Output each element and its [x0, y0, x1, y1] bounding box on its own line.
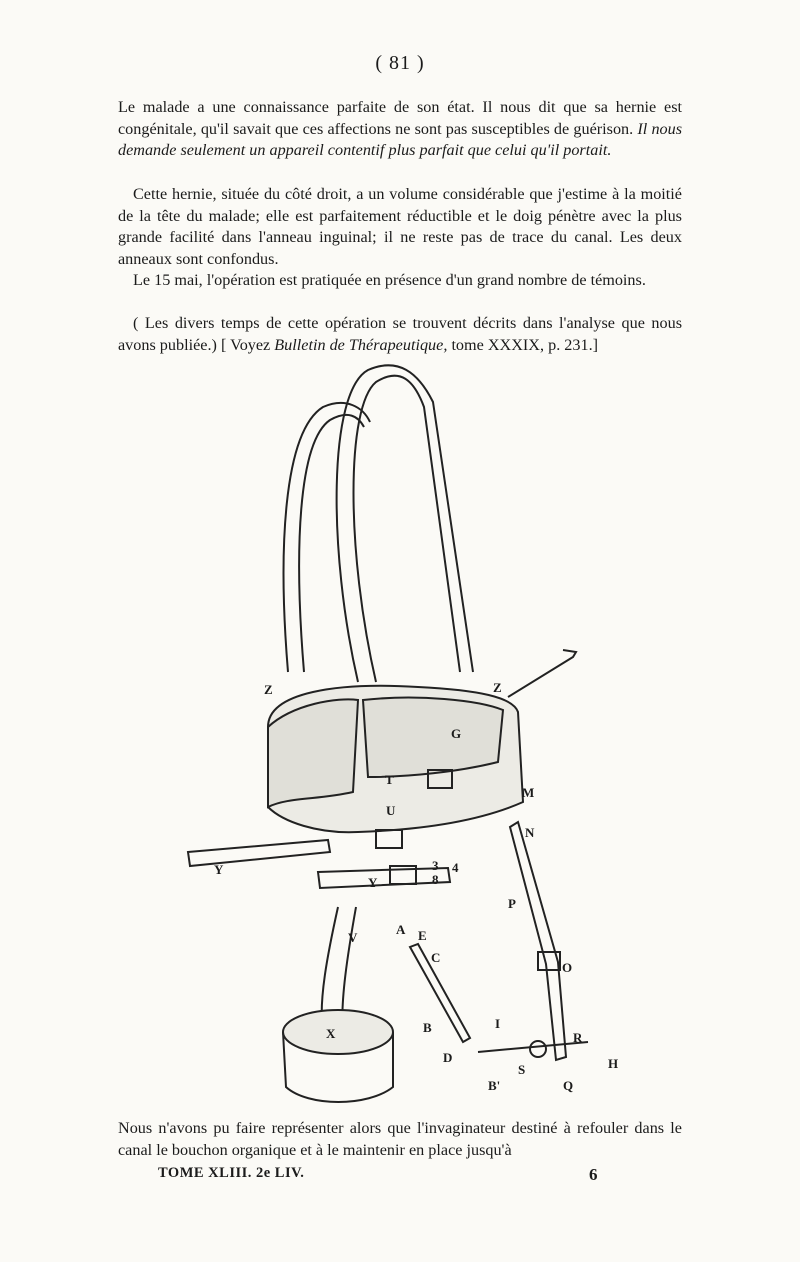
label-v: V — [348, 930, 358, 945]
paragraph-5: Nous n'avons pu faire représenter alors que l'invaginateur destiné à refouler dans le canal le bouchon organique et à le maintenir en place jusqu'à — [118, 1119, 682, 1159]
strap-y-mid — [318, 868, 450, 888]
label-m: M — [522, 785, 535, 800]
shoulder-strap-inner — [284, 403, 370, 672]
label-y-left: Y — [214, 862, 224, 877]
label-8: 8 — [432, 872, 439, 887]
belt-pad-right — [363, 698, 503, 777]
label-h: H — [608, 1056, 619, 1071]
page-footer — [158, 1165, 598, 1182]
label-x: X — [326, 1026, 336, 1041]
label-q: Q — [563, 1078, 574, 1093]
paragraph-1-italic: Il nous demande seulement un appareil contentif plus parfait que celui qu'il portait. — [118, 119, 683, 160]
truss-illustration — [118, 352, 682, 1122]
support-plate — [510, 822, 566, 1060]
paragraph-3: Le 15 mai, l'opération est pratiquée en présence d'un grand nombre de témoins. — [133, 271, 646, 289]
label-b-prime: B' — [488, 1078, 501, 1093]
label-3: 3 — [432, 858, 439, 873]
label-p: P — [508, 896, 516, 911]
truss-drawing — [118, 352, 682, 1122]
shoulder-strap-outer — [337, 365, 473, 682]
screw-s — [530, 1041, 546, 1057]
paragraph-4-reference: tome XXXIX, p. 231.] — [451, 335, 599, 354]
label-a: A — [396, 922, 406, 937]
volume-info: TOME XLIII. 2e LIV. — [158, 1165, 305, 1181]
paragraph-2: Cette hernie, située du côté droit, a un volume considérable que j'estime à la moitié de la tête du malade; elle est parfaitement réductible et le doig pénètre avec la plus grande facilité dans l'anneau inguinal; il ne reste pas de trace du canal. Les deux anneaux sont confondus. — [118, 185, 682, 268]
label-o: O — [562, 960, 573, 975]
label-r: R — [573, 1030, 583, 1045]
label-4: 4 — [452, 860, 459, 875]
label-u: U — [386, 803, 396, 818]
label-c: C — [431, 950, 441, 965]
label-y-mid: Y — [368, 875, 378, 890]
label-z-right: Z — [493, 680, 502, 695]
paragraph-1 — [118, 97, 682, 162]
leg-ring — [283, 1010, 393, 1054]
paragraph-1-text: Le malade a une connaissance parfaite de son état. Il nous dit que sa hernie est congénitale, qu'il savait que ces affections ne sont pas susceptibles de guérison. — [118, 98, 682, 138]
label-s: S — [518, 1062, 526, 1077]
label-n: N — [525, 825, 535, 840]
label-g: G — [451, 726, 462, 741]
journal-title: Bulletin de Thérapeutique, — [274, 335, 448, 354]
paragraph-4 — [118, 313, 682, 356]
label-d: D — [443, 1050, 453, 1065]
label-i: I — [495, 1016, 501, 1031]
strap-z-right — [508, 650, 576, 697]
label-b: B — [423, 1020, 432, 1035]
label-t: T — [385, 772, 394, 787]
signature-mark: 6 — [589, 1165, 598, 1184]
label-e: E — [418, 928, 427, 943]
buckle-1 — [376, 830, 402, 848]
page-number: ( 81 ) — [375, 52, 425, 74]
strap-y-left — [188, 840, 330, 866]
label-z-left: Z — [264, 682, 273, 697]
paragraph-4-text: ( Les divers temps de cette opération se trouvent décrits dans l'analyse que nous avons publiée.) [ Voyez — [118, 314, 682, 354]
